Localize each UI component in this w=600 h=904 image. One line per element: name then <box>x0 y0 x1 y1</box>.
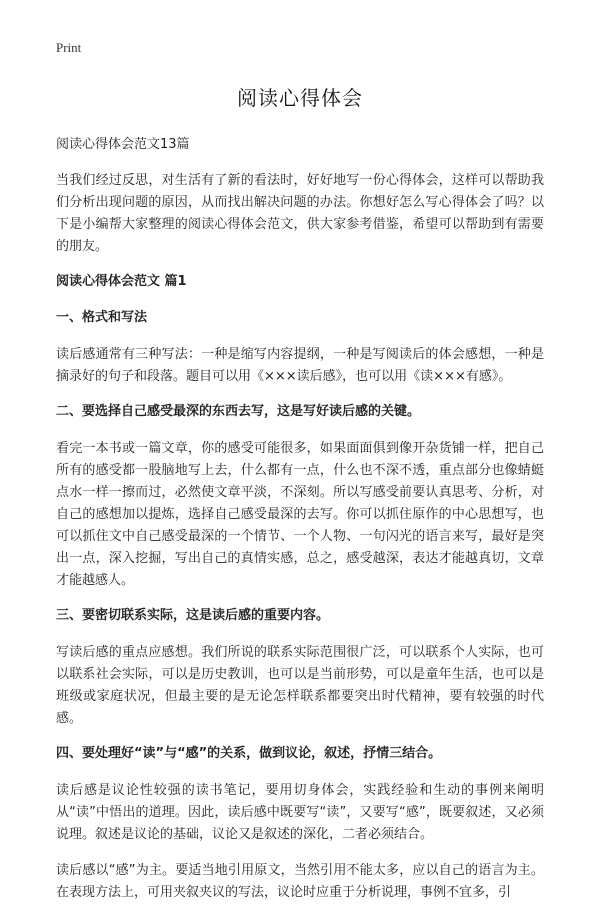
document-title: 阅读心得体会 <box>237 86 363 110</box>
section-4-paragraph-2: 读后感以“感”为主。要适当地引用原文，当然引用不能太多，应以自己的语言为主。在表现方法上，可用夹叙夹议的写法，议论时应重于分析说理，事例不宜多，引 <box>56 863 544 900</box>
section-heading-3: 三、要密切联系实际，这是读后感的重要内容。 <box>56 608 330 623</box>
section-3-paragraph-1: 写读后感的重点应感想。我们所说的联系实际范围很广泛，可以联系个人实际，也可以联系社会实际，可以是历史教训，也可以是当前形势，可以是童年生活，也可以是班级或家庭状况，但最主要的是无论怎样联系都要突出时代精神，要有较强的时代感。 <box>56 645 544 726</box>
section-heading-2: 二、要选择自己感受最深的东西去写，这是写好读后感的关键。 <box>56 404 421 419</box>
section-4-paragraph-1: 读后感是议论性较强的读书笔记，要用切身体会，实践经验和生动的事例来阐明从“读”中悟出的道理。因此，读后感中既要写“读”，又要写“感”，既要叙述，又必须说理。叙述是议论的基础，议论又是叙述的深化，二者必须结合。 <box>56 783 544 842</box>
print-label: Print <box>56 40 82 55</box>
intro-paragraph: 当我们经过反思，对生活有了新的看法时，好好地写一份心得体会，这样可以帮助我们分析出现问题的原因，从而找出解决问题的办法。你想好怎么写心得体会了吗？以下是小编帮大家整理的阅读心得体会范文，供大家参考借鉴，希望可以帮助到有需要的朋友。 <box>56 173 544 254</box>
section-heading-4: 四、要处理好“读”与“感”的关系，做到议论，叙述，抒情三结合。 <box>56 746 442 761</box>
document-subtitle: 阅读心得体会范文13篇 <box>56 137 190 152</box>
section-2-paragraph-1: 看完一本书或一篇文章，你的感受可能很多，如果面面俱到像开杂货铺一样，把自己所有的感受都一股脑地写上去，什么都有一点，什么也不深不透，重点部分也像蜻蜓点水一样一擦而过，必然使文章平淡，不深刻。所以写感受前要认真思考、分析，对自己的感想加以提炼，选择自己感受最深的去写。你可以抓住原作的中心思想写，也可以抓住文中自己感受最深的一个情节、一个人物、一句闪光的语言来写，最好是突出一点，深入挖掘，写出自己的真情实感，总之，感受越深，表达才能越真切，文章才能越感人。 <box>56 441 544 588</box>
section-1-paragraph-1: 读后感通常有三种写法：一种是缩写内容提纲，一种是写阅读后的体会感想，一种是摘录好的句子和段落。题目可以用《×××读后感》，也可以用《读×××有感》。 <box>56 347 544 384</box>
article-heading: 阅读心得体会范文 篇1 <box>56 274 187 289</box>
section-heading-1: 一、格式和写法 <box>56 310 148 325</box>
